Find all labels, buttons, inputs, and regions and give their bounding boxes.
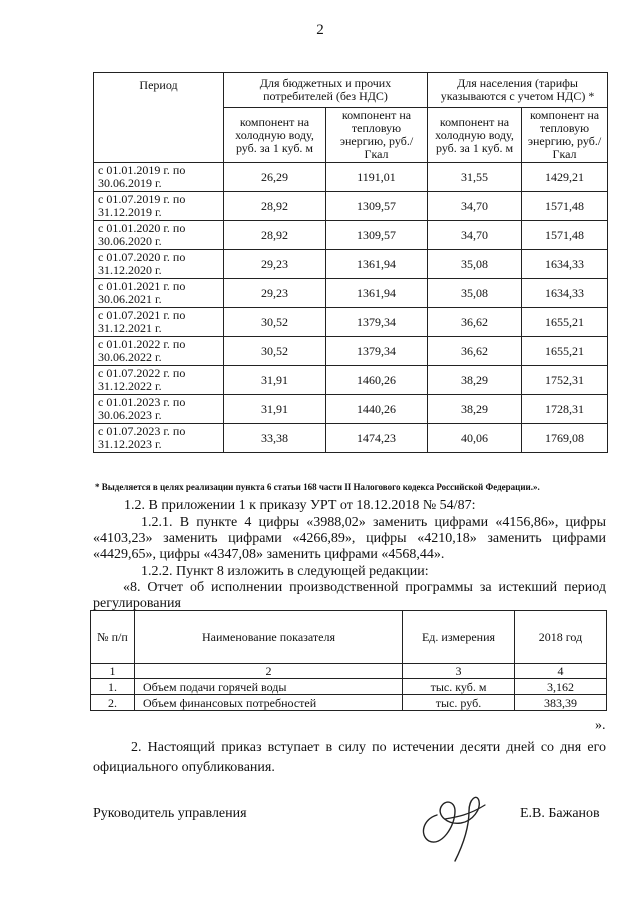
period-cell: [94, 279, 224, 308]
tariff-row: [94, 308, 608, 337]
budget-cold-water-cell: 31,91: [224, 395, 326, 424]
period-start: с 01.01.2020 г. по: [98, 221, 186, 235]
tariff-table: [93, 72, 608, 453]
population-heat-energy-cell: 1655,21: [522, 337, 608, 366]
period-end: 30.06.2019 г.: [98, 176, 162, 190]
period-cell: [94, 163, 224, 192]
population-heat-energy-cell: 1769,08: [522, 424, 608, 453]
period-start: с 01.07.2022 г. по: [98, 366, 186, 380]
index-cell: 1: [91, 664, 135, 679]
row-number-cell: 2.: [91, 695, 135, 711]
header-period: Период: [94, 73, 224, 163]
page-number: 2: [316, 22, 324, 38]
budget-cold-water-cell: 30,52: [224, 308, 326, 337]
index-cell: 3: [403, 664, 515, 679]
budget-heat-energy-cell: 1379,34: [326, 337, 428, 366]
budget-cold-water-cell: 33,38: [224, 424, 326, 453]
header-name: Наименование показателя: [135, 611, 403, 664]
population-heat-energy-cell: 1429,21: [522, 163, 608, 192]
period-cell: [94, 337, 224, 366]
indicator-name-cell: Объем подачи горячей воды: [135, 679, 403, 695]
budget-heat-energy-cell: 1191,01: [326, 163, 428, 192]
budget-heat-energy-cell: 1361,94: [326, 250, 428, 279]
population-cold-water-cell: 34,70: [428, 221, 522, 250]
period-start: с 01.07.2021 г. по: [98, 308, 186, 322]
tariff-row: [94, 192, 608, 221]
period-start: с 01.01.2021 г. по: [98, 279, 186, 293]
population-cold-water-cell: 36,62: [428, 337, 522, 366]
period-start: с 01.01.2023 г. по: [98, 395, 186, 409]
period-end: 31.12.2019 г.: [98, 205, 162, 219]
population-cold-water-cell: 38,29: [428, 395, 522, 424]
report-row: [91, 679, 607, 695]
index-cell: 2: [135, 664, 403, 679]
indicator-name-cell: Объем финансовых потребностей: [135, 695, 403, 711]
population-heat-energy-cell: 1655,21: [522, 308, 608, 337]
paragraph-1-2-2: 1.2.2. Пункт 8 изложить в следующей редакции:: [141, 564, 429, 579]
budget-cold-water-cell: 29,23: [224, 250, 326, 279]
budget-cold-water-cell: 29,23: [224, 279, 326, 308]
paragraph-1-2: 1.2. В приложении 1 к приказу УРТ от 18.12.2018 № 54/87:: [124, 498, 476, 513]
population-cold-water-cell: 35,08: [428, 250, 522, 279]
header-unit: Ед. измерения: [403, 611, 515, 664]
tariff-row: [94, 424, 608, 453]
tariff-row: [94, 395, 608, 424]
value-2018-cell: 383,39: [515, 695, 607, 711]
header-population-group: Для населения (тарифы указываются с учетом НДС) *: [428, 73, 608, 108]
period-cell: [94, 308, 224, 337]
tariff-row: [94, 337, 608, 366]
budget-cold-water-cell: 26,29: [224, 163, 326, 192]
header-budget-group: Для бюджетных и прочих потребителей (без НДС): [224, 73, 428, 108]
tariff-row: [94, 250, 608, 279]
period-start: с 01.07.2023 г. по: [98, 424, 186, 438]
tariff-row: [94, 366, 608, 395]
period-end: 30.06.2021 г.: [98, 292, 162, 306]
population-heat-energy-cell: 1752,31: [522, 366, 608, 395]
period-start: с 01.01.2022 г. по: [98, 337, 186, 351]
paragraph-2: 2. Настоящий приказ вступает в силу по истечении десяти дней со дня его официального опубликования.: [93, 740, 606, 775]
index-cell: 4: [515, 664, 607, 679]
value-2018-cell: 3,162: [515, 679, 607, 695]
period-end: 31.12.2020 г.: [98, 263, 162, 277]
population-heat-energy-cell: 1571,48: [522, 221, 608, 250]
report-row: [91, 695, 607, 711]
budget-heat-energy-cell: 1460,26: [326, 366, 428, 395]
tariff-row: [94, 279, 608, 308]
period-end: 31.12.2023 г.: [98, 437, 162, 451]
population-cold-water-cell: 34,70: [428, 192, 522, 221]
header-num: № п/п: [91, 611, 135, 664]
period-cell: [94, 424, 224, 453]
population-cold-water-cell: 38,29: [428, 366, 522, 395]
population-heat-energy-cell: 1571,48: [522, 192, 608, 221]
report-title: «8. Отчет об исполнении производственной программы за истекший период регулирования: [93, 580, 606, 611]
period-cell: [94, 221, 224, 250]
footnote: * Выделяется в целях реализации пункта 6 статьи 168 части II Налогового кодекса Российской Федерации.».: [95, 482, 540, 492]
period-end: 31.12.2022 г.: [98, 379, 162, 393]
budget-cold-water-cell: 28,92: [224, 221, 326, 250]
period-end: 31.12.2021 г.: [98, 321, 162, 335]
population-cold-water-cell: 40,06: [428, 424, 522, 453]
period-end: 30.06.2020 г.: [98, 234, 162, 248]
budget-cold-water-cell: 30,52: [224, 337, 326, 366]
budget-heat-energy-cell: 1440,26: [326, 395, 428, 424]
population-cold-water-cell: 35,08: [428, 279, 522, 308]
budget-heat-energy-cell: 1379,34: [326, 308, 428, 337]
budget-heat-energy-cell: 1309,57: [326, 221, 428, 250]
header-budget-cold-water: компонент на холодную воду, руб. за 1 куб. м: [224, 108, 326, 163]
population-heat-energy-cell: 1634,33: [522, 250, 608, 279]
header-population-heat-energy: компонент на тепловую энергию, руб./Гкал: [522, 108, 608, 163]
unit-cell: тыс. руб.: [403, 695, 515, 711]
handwritten-signature-icon: [415, 775, 510, 865]
population-cold-water-cell: 31,55: [428, 163, 522, 192]
budget-heat-energy-cell: 1309,57: [326, 192, 428, 221]
period-end: 30.06.2022 г.: [98, 350, 162, 364]
signer-name: Е.В. Бажанов: [520, 806, 600, 821]
period-cell: [94, 250, 224, 279]
budget-heat-energy-cell: 1474,23: [326, 424, 428, 453]
header-population-cold-water: компонент на холодную воду, руб. за 1 куб. м: [428, 108, 522, 163]
period-cell: [94, 395, 224, 424]
row-number-cell: 1.: [91, 679, 135, 695]
period-end: 30.06.2023 г.: [98, 408, 162, 422]
budget-cold-water-cell: 31,91: [224, 366, 326, 395]
signature-title: Руководитель управления: [93, 806, 247, 821]
population-cold-water-cell: 36,62: [428, 308, 522, 337]
budget-heat-energy-cell: 1361,94: [326, 279, 428, 308]
period-cell: [94, 366, 224, 395]
population-heat-energy-cell: 1634,33: [522, 279, 608, 308]
paragraph-1-2-1: 1.2.1. В пункте 4 цифры «3988,02» заменить цифрами «4156,86», цифры «4103,23» заменить цифрами «4266,89», цифры «4210,18» заменить цифрами «4429,65», цифры «4347,08» заменить цифрами «4568,44».: [93, 515, 606, 562]
period-start: с 01.01.2019 г. по: [98, 163, 186, 177]
header-budget-heat-energy: компонент на тепловую энергию, руб./Гкал: [326, 108, 428, 163]
population-heat-energy-cell: 1728,31: [522, 395, 608, 424]
tariff-row: [94, 163, 608, 192]
period-start: с 01.07.2019 г. по: [98, 192, 186, 206]
period-cell: [94, 192, 224, 221]
unit-cell: тыс. куб. м: [403, 679, 515, 695]
budget-cold-water-cell: 28,92: [224, 192, 326, 221]
period-start: с 01.07.2020 г. по: [98, 250, 186, 264]
header-year: 2018 год: [515, 611, 607, 664]
report-table: [90, 610, 607, 711]
tariff-row: [94, 221, 608, 250]
closing-quote: ».: [595, 718, 606, 733]
